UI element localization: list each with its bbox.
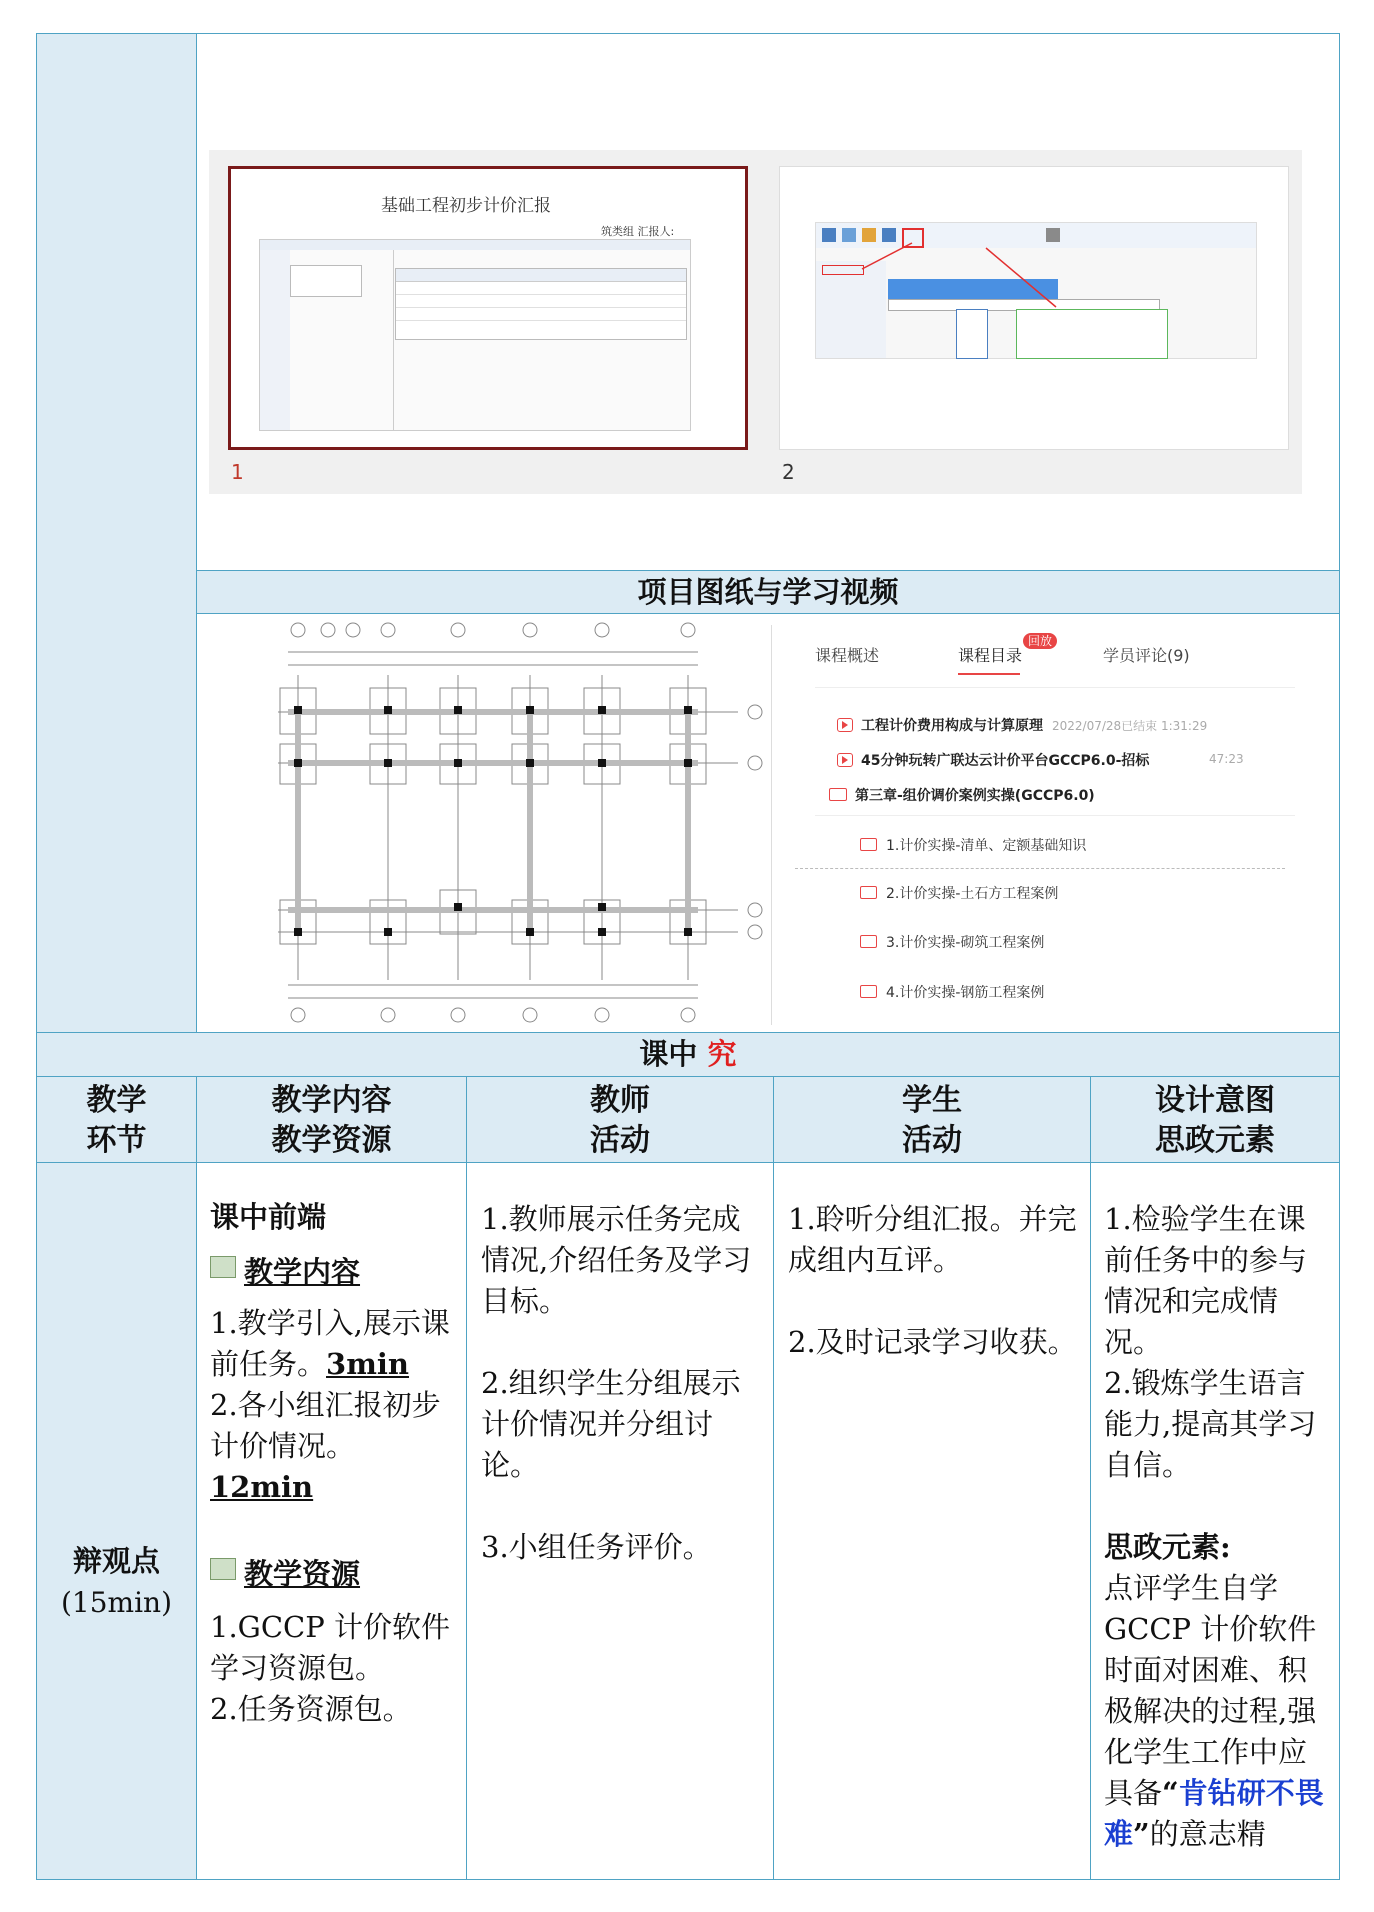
course-panel: [785, 625, 1335, 1030]
col-header-line: 环节: [86, 1123, 147, 1158]
folder-icon: [860, 985, 877, 998]
quote-close: ”: [1133, 1817, 1150, 1851]
slide-title: 基础工程初步计价汇报: [381, 196, 551, 216]
slide-thumbnail-2[interactable]: [779, 166, 1289, 450]
dotted-divider: [795, 868, 1285, 869]
col-header-line: 活动: [902, 1123, 962, 1158]
tab-reviews[interactable]: 学员评论(9): [1103, 646, 1190, 665]
col-header-line: 教学资源: [271, 1123, 392, 1158]
tab-course-overview[interactable]: 课程概述: [815, 646, 880, 665]
course-chapter-label: 第三章-组价调价案例实操(GCCP6.0): [855, 788, 1095, 804]
col-header-teacher: [466, 1076, 774, 1163]
row-teacher-cell: [466, 1162, 774, 1880]
col-header-line: 教学内容: [271, 1083, 392, 1118]
class-section-title: [37, 1033, 1339, 1076]
slide-number-1: 1: [231, 460, 244, 484]
col-header-line: 活动: [590, 1123, 650, 1158]
content-item-1: 1.教学引入,展示课前任务。: [210, 1306, 450, 1381]
sub1-label: 教学内容: [244, 1255, 361, 1289]
course-chapter[interactable]: [829, 785, 1309, 811]
ideology-highlight: 肯钻研不畏难: [1104, 1776, 1324, 1851]
course-item-label: 45分钟玩转广联达云计价平台GCCP6.0-招标: [861, 753, 1150, 769]
content-sub-heading-1: [210, 1252, 460, 1293]
student-activity-1: 1.聆听分组汇报。并完成组内互评。: [788, 1202, 1077, 1277]
ideology-title: 思政元素:: [1104, 1530, 1231, 1564]
student-activity-2: 2.及时记录学习收获。: [788, 1325, 1077, 1359]
col-header-stage: [36, 1076, 197, 1163]
tabs-bottom-line: [815, 687, 1295, 688]
content-item-2-time: 12min: [210, 1470, 314, 1504]
tab-active-underline: [958, 673, 1020, 675]
content-resource-2: 2.任务资源包。: [210, 1692, 412, 1726]
row-student-cell: [773, 1162, 1091, 1880]
ideology-text-a: 点评学生自学 GCCP 计价软件时面对困难、积极解决的过程,强化学生工作中应具备: [1104, 1571, 1317, 1810]
course-subitem[interactable]: [860, 932, 1290, 956]
course-subitem[interactable]: [860, 883, 1290, 907]
chapter-divider: [815, 815, 1295, 816]
course-subitem[interactable]: [860, 982, 1290, 1006]
col-header-line: 教师: [590, 1083, 650, 1118]
tab-course-catalog[interactable]: 课程目录: [958, 646, 1023, 665]
sub2-label: 教学资源: [244, 1557, 361, 1591]
replay-badge: 回放: [1023, 633, 1057, 649]
course-item[interactable]: [837, 715, 1317, 741]
design-point-1: 1.检验学生在课前任务中的参与情况和完成情况。: [1104, 1202, 1308, 1359]
course-subitem-label: 2.计价实操-土石方工程案例: [886, 886, 1059, 902]
drawings-header-title: 项目图纸与学习视频: [637, 575, 899, 609]
foundation-plan-drawing: [258, 620, 768, 1030]
col-header-content: [196, 1076, 467, 1163]
col-header-line: 思政元素: [1155, 1123, 1275, 1158]
col-header-line: 设计意图: [1155, 1083, 1275, 1118]
slides-panel: [209, 150, 1302, 494]
slide-thumbnail-1[interactable]: [228, 166, 748, 450]
content-sub-heading-2: [210, 1554, 460, 1595]
class-title-prefix: 课中: [639, 1037, 698, 1071]
course-item-label: 工程计价费用构成与计算原理: [861, 718, 1043, 734]
course-subitem-label: 1.计价实操-清单、定额基础知识: [886, 838, 1087, 854]
content-heading: 课中前端: [210, 1200, 327, 1234]
design-point-2: 2.锻炼学生语言能力,提高其学习自信。: [1104, 1366, 1317, 1482]
row-stage-cell: [36, 1162, 197, 1880]
content-resource-1: 1.GCCP 计价软件学习资源包。: [210, 1610, 450, 1685]
col-header-student: [773, 1076, 1091, 1163]
course-item-meta: 47:23: [1209, 752, 1244, 766]
slide-software-screenshot: [815, 222, 1257, 359]
left-column-top: [36, 33, 197, 1033]
slide-number-2: 2: [782, 460, 795, 484]
folder-icon: [829, 788, 847, 801]
drawing-divider: [771, 625, 772, 1025]
ideology-text-b: 的意志精: [1149, 1817, 1266, 1851]
play-icon: [837, 718, 853, 732]
course-subitem[interactable]: [860, 835, 1290, 859]
class-title-highlight: 究: [707, 1037, 737, 1071]
drawings-header: [196, 570, 1340, 614]
folder-icon: [860, 935, 877, 948]
class-section-header: [36, 1032, 1340, 1077]
row-content-cell: [196, 1162, 467, 1880]
ideology-text: [1104, 1568, 1330, 1855]
red-arrow-icon: [856, 223, 1096, 313]
monitor-icon: [210, 1558, 236, 1580]
content-item-2: 2.各小组汇报初步计价情况。: [210, 1388, 441, 1463]
col-header-design: [1090, 1076, 1340, 1163]
teacher-activity-1: 1.教师展示任务完成情况,介绍任务及学习目标。: [481, 1202, 752, 1318]
play-icon: [837, 753, 853, 767]
course-subitem-label: 4.计价实操-钢筋工程案例: [886, 985, 1045, 1001]
row-design-cell: [1090, 1162, 1340, 1880]
teacher-activity-3: 3.小组任务评价。: [481, 1530, 712, 1564]
course-item[interactable]: [837, 750, 1317, 776]
slide-spreadsheet: [259, 239, 691, 431]
teacher-activity-2: 2.组织学生分组展示计价情况并分组讨论。: [481, 1366, 741, 1482]
stage-name: 辩观点: [72, 1544, 160, 1578]
course-item-meta: 2022/07/28已结束 1:31:29: [1052, 719, 1208, 733]
stage-time: (15min): [60, 1586, 172, 1619]
col-header-line: 学生: [902, 1083, 962, 1118]
slide-reporter: 筑类组 汇报人:: [601, 225, 675, 238]
folder-icon: [860, 886, 877, 899]
course-subitem-label: 3.计价实操-砌筑工程案例: [886, 935, 1045, 951]
quote-open: “: [1162, 1776, 1179, 1810]
content-item-1-time: 3min: [326, 1347, 409, 1381]
col-header-line: 教学: [86, 1083, 147, 1118]
monitor-icon: [210, 1256, 236, 1278]
folder-icon: [860, 838, 877, 851]
